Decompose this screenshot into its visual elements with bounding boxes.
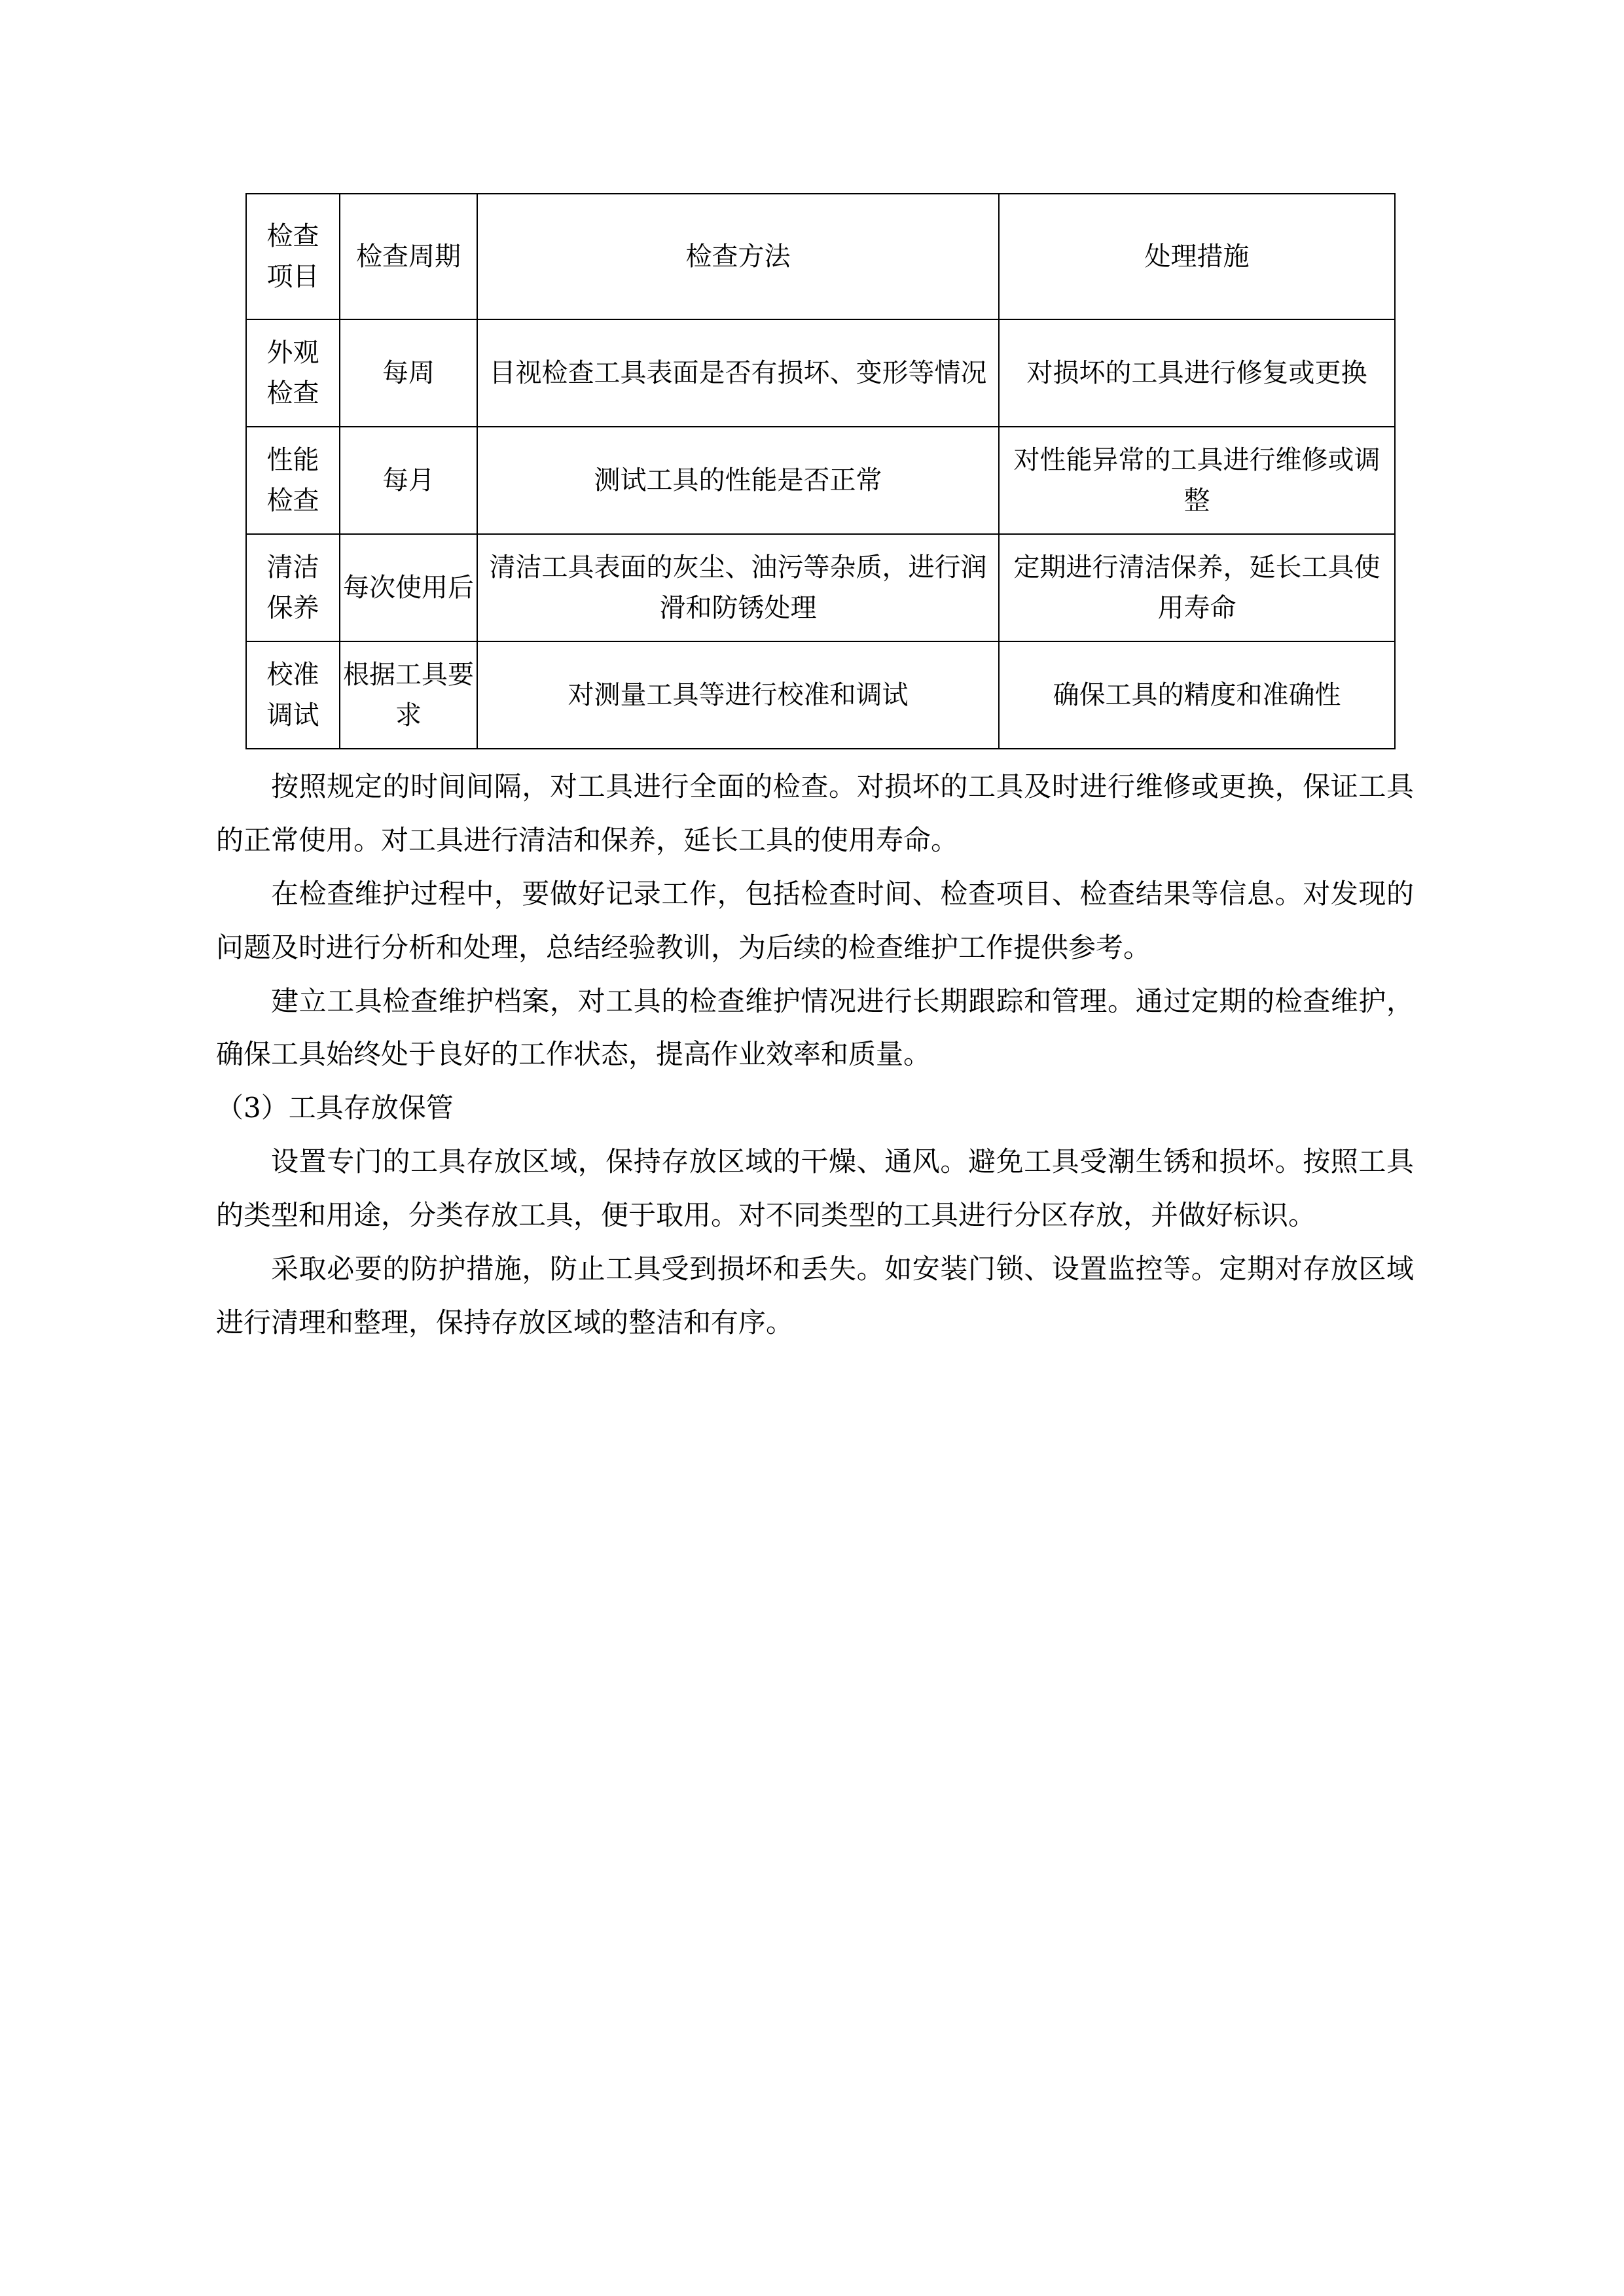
table-cell-measure: 确保工具的精度和准确性 <box>999 641 1395 749</box>
table-cell-item-line2: 保养 <box>266 593 319 623</box>
table-header-item <box>246 194 340 319</box>
table-cell-item <box>246 534 340 641</box>
table-cell-item <box>246 427 340 534</box>
table-row <box>246 641 1395 749</box>
table-cell-method: 清洁工具表面的灰尘、油污等杂质，进行润滑和防锈处理 <box>477 534 999 641</box>
table-cell-method: 目视检查工具表面是否有损坏、变形等情况 <box>477 319 999 427</box>
table-header-method: 检查方法 <box>477 194 999 319</box>
table-cell-method: 对测量工具等进行校准和调试 <box>477 641 999 749</box>
body-paragraph-3: 建立工具检查维护档案，对工具的检查维护情况进行长期跟踪和管理。通过定期的检查维护，确保工具始终处于良好的工作状态，提高作业效率和质量。 <box>216 984 1414 1071</box>
table-cell-item <box>246 319 340 427</box>
section-paragraph-2: 采取必要的防护措施，防止工具受到损坏和丢失。如安装门锁、设置监控等。定期对存放区域进行清理和整理，保持存放区域的整洁和有序。 <box>216 1253 1414 1338</box>
table-cell-item-line1: 外观 <box>266 338 319 368</box>
table-cell-measure: 对性能异常的工具进行维修或调整 <box>999 427 1395 534</box>
body-paragraph-1: 按照规定的时间间隔，对工具进行全面的检查。对损坏的工具及时进行维修或更换，保证工具的正常使用。对工具进行清洁和保养，延长工具的使用寿命。 <box>216 770 1414 856</box>
table-header-item-line2: 项目 <box>266 262 319 292</box>
section-paragraph-1: 设置专门的工具存放区域，保持存放区域的干燥、通风。避免工具受潮生锈和损坏。按照工具的类型和用途，分类存放工具，便于取用。对不同类型的工具进行分区存放，并做好标识。 <box>216 1145 1414 1232</box>
table-cell-item-line1: 性能 <box>266 445 319 475</box>
table-cell-cycle: 每月 <box>340 427 477 534</box>
table-cell-cycle: 每次使用后 <box>340 534 477 641</box>
table-header-row <box>246 194 1395 319</box>
table-header-measure: 处理措施 <box>999 194 1395 319</box>
table-cell-item-line2: 调试 <box>266 700 319 730</box>
section-heading: （3）工具存放保管 <box>216 1092 454 1124</box>
body-paragraph-2: 在检查维护过程中，要做好记录工作，包括检查时间、检查项目、检查结果等信息。对发现的问题及时进行分析和处理，总结经验教训，为后续的检查维护工作提供参考。 <box>216 877 1414 963</box>
table-row <box>246 319 1395 427</box>
table-cell-item <box>246 641 340 749</box>
page-content <box>216 193 1414 1350</box>
table-row <box>246 427 1395 534</box>
table-row <box>246 534 1395 641</box>
table-cell-cycle: 根据工具要求 <box>340 641 477 749</box>
table-cell-method: 测试工具的性能是否正常 <box>477 427 999 534</box>
table-cell-cycle: 每周 <box>340 319 477 427</box>
table-cell-item-line1: 校准 <box>266 660 319 690</box>
table-cell-item-line1: 清洁 <box>266 552 319 583</box>
table-cell-item-line2: 检查 <box>266 486 319 516</box>
table-cell-measure: 对损坏的工具进行修复或更换 <box>999 319 1395 427</box>
table-cell-item-line2: 检查 <box>266 378 319 408</box>
table-cell-measure: 定期进行清洁保养，延长工具使用寿命 <box>999 534 1395 641</box>
tool-inspection-table <box>245 193 1396 749</box>
table-header-item-line1: 检查 <box>266 221 319 251</box>
table-header-cycle: 检查周期 <box>340 194 477 319</box>
